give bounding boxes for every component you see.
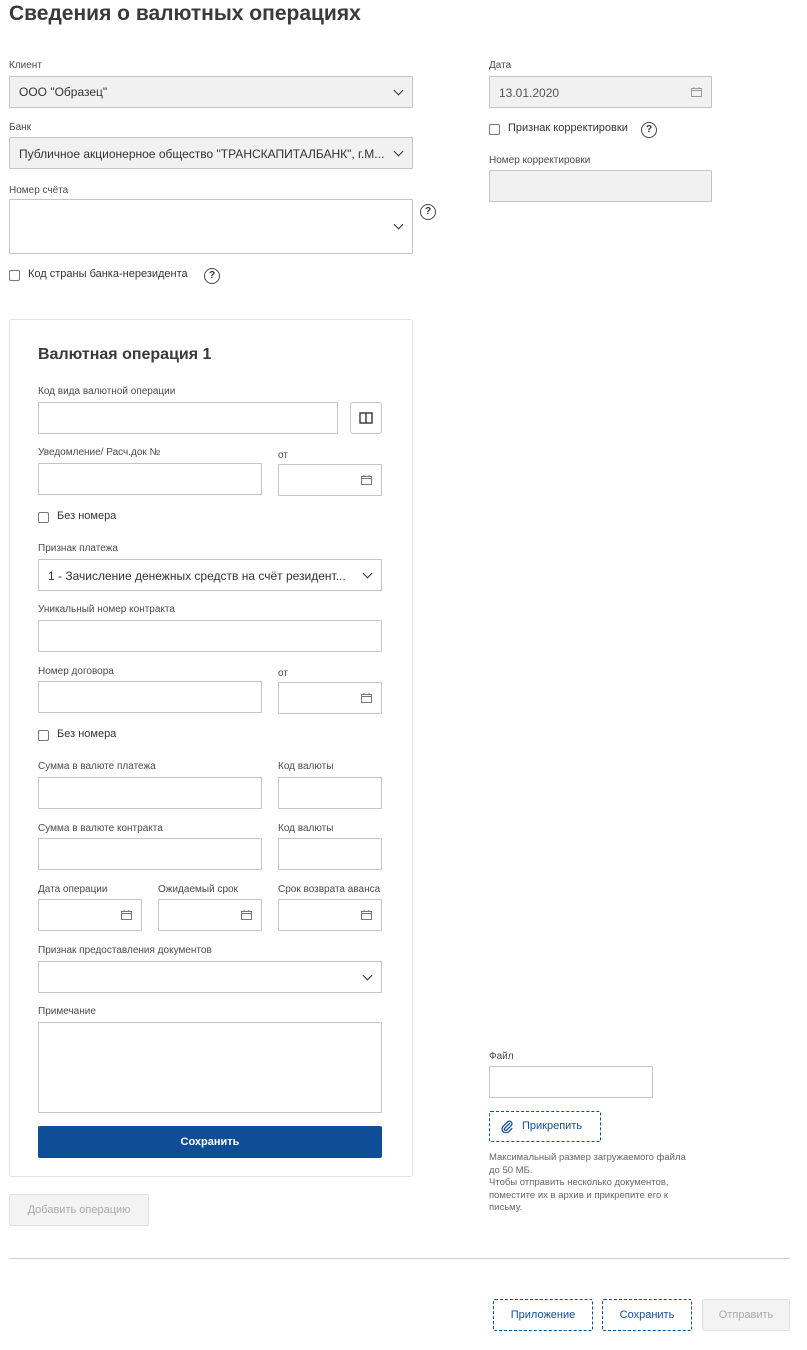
calendar-icon [361,693,372,703]
attach-button[interactable] [489,1111,601,1142]
help-icon[interactable]: ? [641,122,657,138]
note-textarea[interactable] [38,1022,382,1113]
notice-from-label: от [278,450,288,461]
bank-value: Публичное акционерное общество "ТРАНСКАПИТАЛБАНК", г.М... [19,147,385,161]
calendar-icon [691,87,702,97]
contract-unique-input[interactable] [38,620,382,652]
date-value: 13.01.2020 [499,86,560,100]
correction-checkbox[interactable] [489,124,500,135]
payment-sign-label: Признак платежа [38,543,118,554]
docs-sign-label: Признак предоставления документов [38,945,212,956]
client-label: Клиент [9,60,42,71]
add-operation-button[interactable]: Добавить операцию [9,1194,149,1226]
page-title: Сведения о валютных операциях [9,2,361,25]
expected-date-input[interactable] [158,899,262,931]
book-icon [359,412,373,424]
contract-no-number-label: Без номера [57,728,117,740]
contract-no-number-checkbox[interactable] [38,730,49,741]
correction-label: Признак корректировки [508,122,628,134]
client-value: ООО "Образец" [19,85,108,99]
correction-number-input[interactable] [489,170,712,202]
sum-payment-input[interactable] [38,777,262,809]
chevron-down-icon [394,86,404,96]
currency-code2-label: Код валюты [278,823,334,834]
contract-number-input[interactable] [38,681,262,713]
contract-unique-label: Уникальный номер контракта [38,604,175,615]
nonresident-checkbox[interactable] [9,270,20,281]
contract-date-input[interactable] [278,682,382,714]
payment-sign-select[interactable] [38,559,382,591]
calendar-icon [241,910,252,920]
notice-label: Уведомление/ Расч.док № [38,447,161,458]
docs-sign-select[interactable] [38,961,382,993]
account-label: Номер счёта [9,185,69,196]
save-button[interactable]: Сохранить [602,1299,692,1331]
client-select[interactable] [9,76,413,108]
currency-code-label: Код валюты [278,761,334,772]
contract-from-label: от [278,668,288,679]
currency-code-input[interactable] [278,777,382,809]
calendar-icon [361,475,372,485]
calendar-icon [121,910,132,920]
bank-label: Банк [9,122,32,133]
notice-input[interactable] [38,463,262,495]
paperclip-icon [501,1120,513,1133]
file-label: Файл [489,1051,514,1062]
expected-label: Ожидаемый срок [158,884,238,895]
correction-number-label: Номер корректировки [489,155,591,166]
date-label: Дата [489,60,512,71]
sum-contract-input[interactable] [38,838,262,870]
chevron-down-icon [394,220,404,230]
chevron-down-icon [394,147,404,157]
help-icon[interactable]: ? [420,204,436,220]
operation-save-button[interactable]: Сохранить [38,1126,382,1158]
account-select[interactable] [9,199,413,254]
calendar-icon [361,910,372,920]
contract-number-label: Номер договора [38,666,114,677]
help-icon[interactable]: ? [204,268,220,284]
notice-no-number-checkbox[interactable] [38,512,49,523]
footer-divider [9,1258,790,1259]
note-label: Примечание [38,1006,96,1017]
bank-select[interactable] [9,137,413,169]
nonresident-label: Код страны банка-нерезидента [28,268,188,280]
notice-no-number-label: Без номера [57,510,117,522]
notice-date-input[interactable] [278,464,382,496]
attach-label: Прикрепить [522,1120,583,1132]
chevron-down-icon [363,971,373,981]
refund-label: Срок возврата аванса [278,884,381,895]
chevron-down-icon [363,569,373,579]
sum-payment-label: Сумма в валюте платежа [38,761,156,772]
appendix-button[interactable]: Приложение [493,1299,593,1331]
directory-button[interactable] [350,402,382,434]
send-button[interactable]: Отправить [702,1299,790,1331]
operation-kind-input[interactable] [38,402,338,434]
file-input[interactable] [489,1066,653,1098]
op-date-input[interactable] [38,899,142,931]
operation-title: Валютная операция 1 [38,346,212,363]
sum-contract-label: Сумма в валюте контракта [38,823,163,834]
op-date-label: Дата операции [38,884,108,895]
date-input[interactable] [489,76,712,108]
refund-date-input[interactable] [278,899,382,931]
file-hint: Максимальный размер загружаемого файла до 50 МБ. Чтобы отправить несколько документов, поместите их в архив и прикрепите его к письму. [489,1152,686,1213]
payment-sign-value: 1 - Зачисление денежных средств на счёт резидент... [48,569,346,583]
operation-kind-label: Код вида валютной операции [38,386,176,397]
currency-code2-input[interactable] [278,838,382,870]
